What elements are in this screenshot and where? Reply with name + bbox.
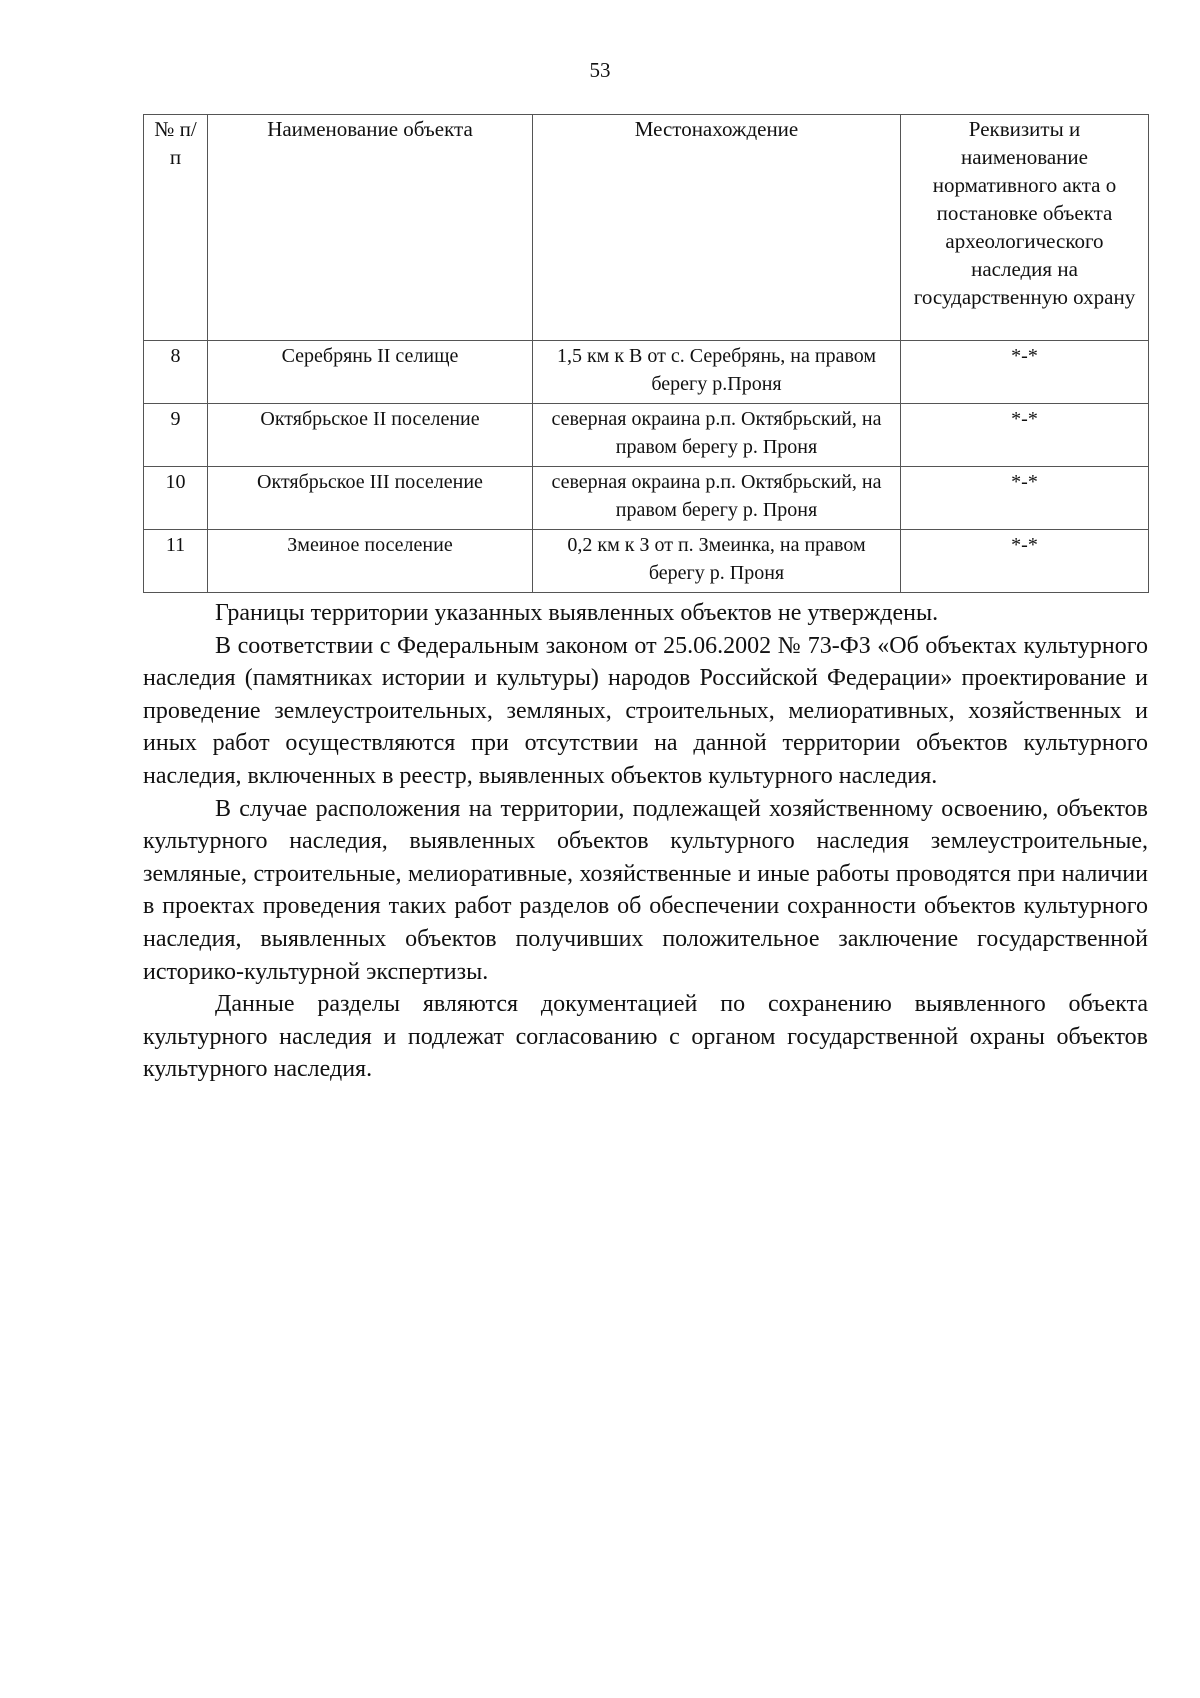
column-header-act: Реквизиты и наименование нормативного акта о постановке объекта археологического наследия на государственную охрану	[901, 115, 1149, 341]
table-row	[144, 341, 1149, 404]
paragraph-boundaries: Границы территории указанных выявленных объектов не утверждены.	[215, 600, 939, 626]
cell-number: 8	[144, 341, 208, 404]
column-header-location: Местонахождение	[533, 115, 901, 341]
cell-number: 11	[144, 530, 208, 593]
cell-number: 10	[144, 467, 208, 530]
cell-act: *-*	[901, 530, 1149, 593]
table-header-row	[144, 115, 1149, 341]
cell-name: Октябрьское II поселение	[208, 404, 533, 467]
cell-name: Октябрьское III поселение	[208, 467, 533, 530]
cell-location: северная окраина р.п. Октябрьский, на правом берегу р. Проня	[533, 404, 901, 467]
table-row	[144, 467, 1149, 530]
paragraph-federal-law: В соответствии с Федеральным законом от 25.06.2002 № 73-ФЗ «Об объектах культурного наследия (памятниках истории и культуры) народов Российской Федерации» проектирование и проведение землеустроительных, земляных, строительных, мелиоративных, хозяйственных и иных работ осуществляются при отсутствии на данной территории объектов культурного наследия, включенных в реестр, выявленных объектов культурного наследия.	[143, 632, 1148, 789]
cell-act: *-*	[901, 404, 1149, 467]
cell-location: северная окраина р.п. Октябрьский, на правом берегу р. Проня	[533, 467, 901, 530]
paragraph-documentation: Данные разделы являются документацией по сохранению выявленного объекта культурного наследия и подлежат согласованию с органом государственной охраны объектов культурного наследия.	[143, 991, 1148, 1083]
cell-number: 9	[144, 404, 208, 467]
table-row	[144, 404, 1149, 467]
cell-location: 0,2 км к З от п. Змеинка, на правом берегу р. Проня	[533, 530, 901, 593]
cell-act: *-*	[901, 341, 1149, 404]
cell-name: Серебрянь II селище	[208, 341, 533, 404]
column-header-number: № п/п	[144, 115, 208, 341]
page-number: 53	[589, 58, 611, 82]
column-header-name: Наименование объекта	[208, 115, 533, 341]
cell-name: Змеиное поселение	[208, 530, 533, 593]
paragraph-construction-conditions: В случае расположения на территории, подлежащей хозяйственному освоению, объектов культурного наследия, выявленных объектов культурного наследия землеустроительные, земляные, строительные, мелиоративные, хозяйственные и иные работы проводятся при наличии в проектах проведения таких работ разделов об обеспечении сохранности объектов культурного наследия, выявленных объектов получивших положительное заключение государственной историко-культурной экспертизы.	[143, 795, 1148, 985]
body-text	[143, 597, 1148, 1086]
cell-act: *-*	[901, 467, 1149, 530]
archaeological-objects-table	[143, 114, 1149, 593]
cell-location: 1,5 км к В от с. Серебрянь, на правом берегу р.Проня	[533, 341, 901, 404]
table-row	[144, 530, 1149, 593]
